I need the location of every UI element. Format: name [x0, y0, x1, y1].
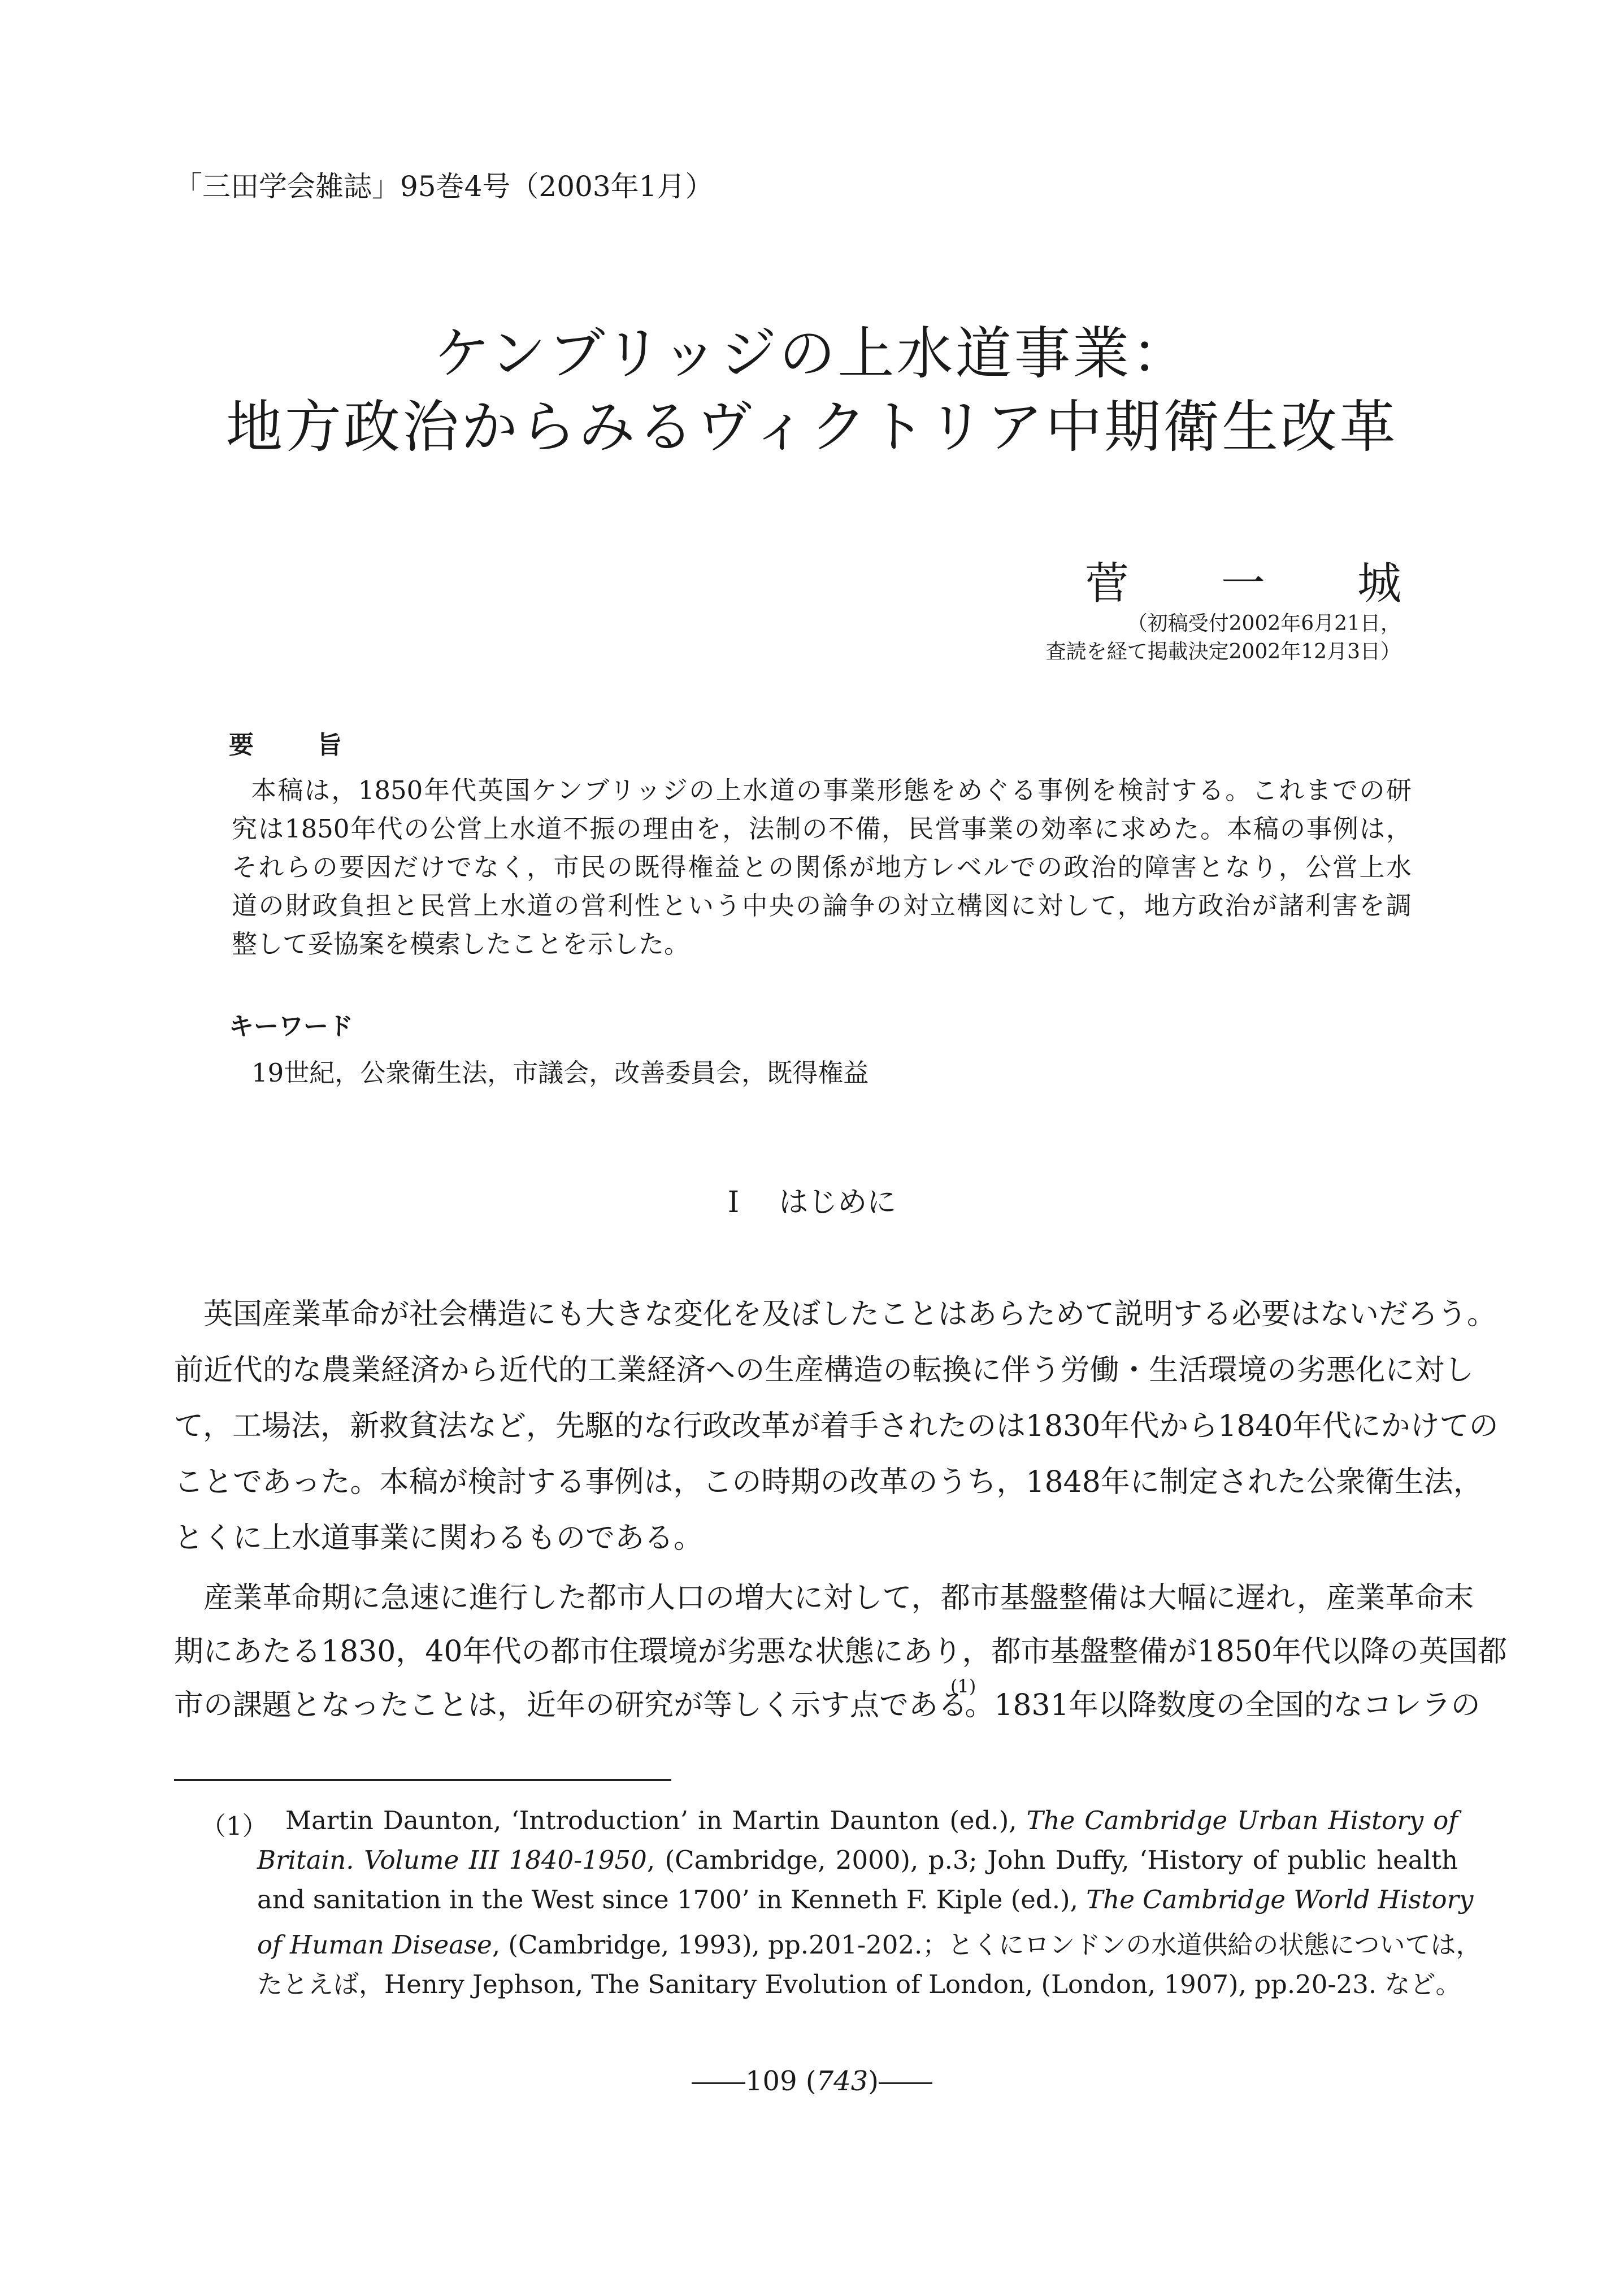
footnote-marker: （1） — [201, 1811, 268, 1841]
body-line: 産業革命期に急速に進行した都市人口の増大に対して，都市基盤整備は大幅に遅れ，産業革命末 — [203, 1581, 1474, 1615]
abstract-line: 本稿は，1850年代英国ケンブリッジの上水道の事業形態をめぐる事例を検討する。これまでの研 — [251, 775, 1412, 805]
abstract-line: それらの要因だけでなく，市民の既得権益との関係が地方レベルでの政治的障害となり，公営上水 — [232, 852, 1412, 882]
section-title: はじめに — [779, 1186, 897, 1219]
author-char: 一 — [1221, 558, 1265, 609]
body-line: 前近代的な農業経済から近代的工業経済への生産構造の転換に伴う労働・生活環境の劣悪化に対し — [174, 1353, 1474, 1387]
keywords-label: キーワード — [229, 1012, 353, 1041]
accepted-date: 査読を経て掲載決定2002年12月3日） — [1045, 640, 1401, 663]
abstract-label-char: 旨 — [317, 731, 342, 759]
page-number-value: 109 — [745, 2065, 797, 2097]
footnote-line — [257, 1924, 1482, 1961]
footnote-line — [257, 1845, 1458, 1875]
abstract-label-char: 要 — [229, 731, 254, 759]
page-number: 109 (743) — [0, 2065, 1624, 2097]
journal-header: 「三田学会雑誌」95巻4号（2003年1月） — [174, 170, 714, 203]
body-line: 期にあたる1830，40年代の都市住環境が劣悪な状態にあり，都市基盤整備が1850年代以降の英国都 — [174, 1635, 1507, 1669]
footnote-title: The Cambridge World History — [1086, 1885, 1474, 1915]
title-line-1: ケンブリッジの上水道事業： — [433, 320, 1191, 387]
body-line: て，工場法，新救貧法など，先駆的な行政改革が着手されたのは1830年代から1840年代にかけての — [174, 1409, 1499, 1443]
footnote-line — [285, 1805, 1458, 1835]
abstract-line: 究は1850年代の公営上水道不振の理由を，法制の不備，民営事業の効率に求めた。本稿の事例は， — [232, 814, 1412, 844]
footnote-title: The Cambridge Urban History of — [1026, 1805, 1458, 1835]
body-text: 市の課題となったことは，近年の研究が等しく示す点である — [174, 1688, 968, 1722]
abstract-label — [229, 724, 342, 761]
footnote-line — [257, 1885, 1474, 1915]
footnote-reference[interactable]: (1) — [950, 1675, 976, 1697]
original-page-number: 743 — [816, 2065, 869, 2097]
author-name — [1085, 548, 1401, 611]
author-char: 城 — [1357, 558, 1401, 609]
section-number: I — [727, 1186, 740, 1219]
section-heading — [0, 1178, 1624, 1221]
footnote-text: and sanitation in the West since 1700’ in Kenneth F. Kiple (ed.), — [257, 1885, 1087, 1915]
footnote-line: たとえば，Henry Jephson, The Sanitary Evolution of London, (London, 1907), pp.20-23. など。 — [257, 1969, 1461, 1999]
received-date: （初稿受付2002年6月21日， — [1127, 612, 1401, 635]
body-line: とくに上水道事業に関わるものである。 — [174, 1521, 704, 1555]
body-line: 英国産業革命が社会構造にも大きな変化を及ぼしたことはあらためて説明する必要はないだろう。 — [203, 1297, 1497, 1331]
footnote-text: Martin Daunton, ‘Introduction’ in Martin Daunton (ed.), — [285, 1805, 1027, 1835]
abstract-line: 道の財政負担と民営上水道の営利性という中央の論争の対立構図に対して，地方政治が諸利害を調 — [232, 891, 1412, 921]
footnote-title: of Human Disease — [257, 1930, 492, 1960]
footnote-title: Britain. Volume III 1840-1950 — [257, 1845, 647, 1875]
footnote-divider — [174, 1779, 671, 1781]
author-char: 菅 — [1085, 558, 1130, 609]
body-line — [174, 1675, 1480, 1724]
body-line: ことであった。本稿が検討する事例は，この時期の改革のうち，1848年に制定された公衆衛生法， — [174, 1465, 1483, 1499]
footnote-text: , (Cambridge, 2000), p.3; John Duffy, ‘History of public health — [646, 1845, 1458, 1875]
body-text: 。1831年以降数度の全国的なコレラの — [965, 1688, 1480, 1722]
abstract-line: 整して妥協案を模索したことを示した。 — [232, 929, 690, 959]
title-line-2: 地方政治からみるヴィクトリア中期衛生改革 — [226, 394, 1398, 460]
keywords-list: 19世紀，公衆衛生法，市議会，改善委員会，既得権益 — [251, 1058, 869, 1088]
footnote-text: , (Cambridge, 1993), pp.201-202.；とくにロンドンの水道供給の状態については， — [492, 1930, 1482, 1960]
